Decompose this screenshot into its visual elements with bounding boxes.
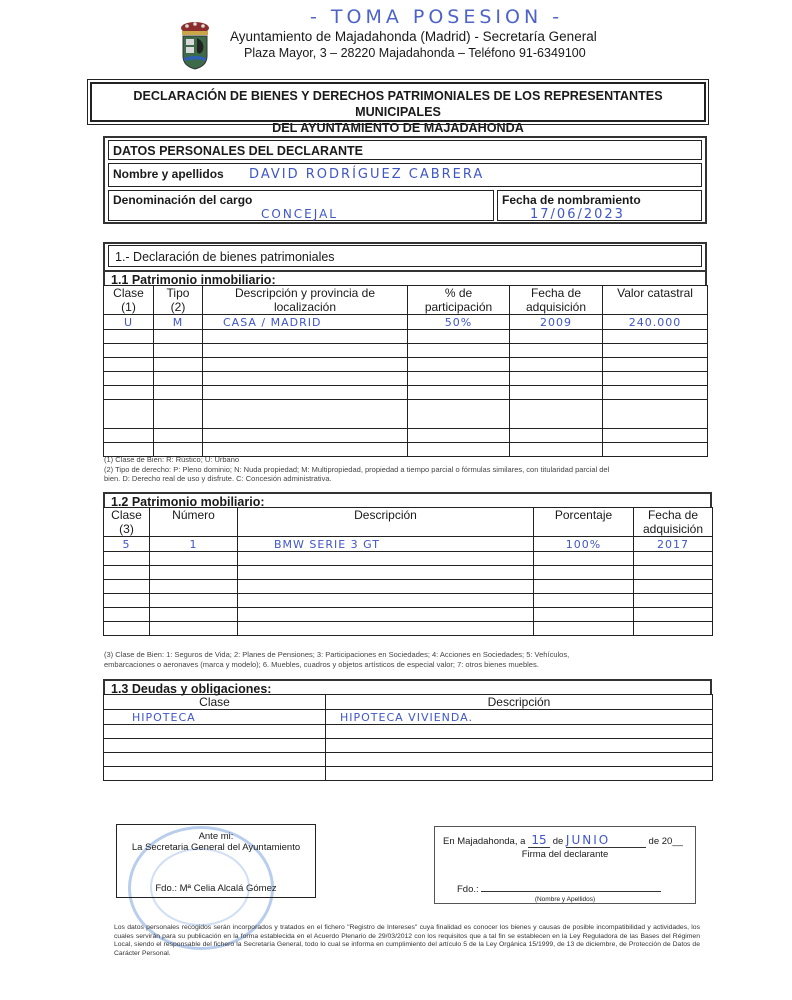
cell[interactable] — [408, 386, 510, 400]
col-fecha-adquisicion: Fecha de adquisición — [510, 286, 603, 315]
cell[interactable]: U — [104, 315, 154, 330]
col-participacion: % de participación — [408, 286, 510, 315]
title-line-2: DEL AYUNTAMIENTO DE MAJADAHONDA — [272, 121, 524, 135]
deudas-header-row — [104, 695, 713, 710]
declarant-signature-box — [434, 826, 696, 904]
cell[interactable]: 2017 — [634, 537, 713, 552]
inmobiliario-table — [103, 285, 708, 457]
cell[interactable] — [603, 386, 708, 400]
cell[interactable] — [150, 622, 238, 636]
table-row — [104, 358, 708, 372]
cell[interactable] — [510, 344, 603, 358]
table-row — [104, 330, 708, 344]
cell[interactable] — [534, 580, 634, 594]
cell[interactable] — [603, 330, 708, 344]
cargo-value: CONCEJAL — [261, 207, 338, 221]
handwritten-note-toma-posesion: - TOMA POSESION - — [310, 6, 564, 28]
cell[interactable] — [534, 566, 634, 580]
cell[interactable] — [326, 767, 713, 781]
col-numero: Número — [150, 508, 238, 537]
cell[interactable] — [203, 330, 408, 344]
year-field[interactable]: __ — [672, 836, 683, 847]
table-row — [104, 608, 713, 622]
table-row — [104, 767, 713, 781]
section-1-heading: 1.- Declaración de bienes patrimoniales — [108, 245, 702, 267]
col-descripcion: Descripción — [238, 508, 534, 537]
cell[interactable] — [408, 429, 510, 443]
cell[interactable] — [238, 566, 534, 580]
cell[interactable] — [603, 372, 708, 386]
mobiliario-notes — [104, 650, 708, 669]
cell[interactable] — [534, 594, 634, 608]
table-row — [104, 372, 708, 386]
cell[interactable] — [104, 386, 154, 400]
cell[interactable] — [104, 552, 150, 566]
cell[interactable] — [326, 725, 713, 739]
table-row — [104, 710, 713, 725]
col-tipo: Tipo (2) — [154, 286, 203, 315]
cell[interactable] — [104, 608, 150, 622]
cell[interactable] — [238, 580, 534, 594]
cell[interactable] — [203, 344, 408, 358]
fdo-line: Fdo.: — [457, 884, 695, 895]
mobiliario-table — [103, 507, 713, 636]
table-row — [104, 580, 713, 594]
fecha-nombramiento-value: 17/06/2023 — [530, 207, 625, 222]
cell[interactable] — [408, 330, 510, 344]
inmobiliario-notes — [104, 455, 704, 484]
fecha-nombramiento-label: Fecha de nombramiento — [502, 193, 641, 207]
cell[interactable]: HIPOTECA VIVIENDA. — [326, 710, 713, 725]
cell[interactable] — [326, 739, 713, 753]
cell[interactable]: 50% — [408, 315, 510, 330]
cell[interactable] — [510, 372, 603, 386]
day-field[interactable]: 15 — [528, 833, 550, 848]
letterhead-line-1: Ayuntamiento de Majadahonda (Madrid) - Secretaría General — [230, 29, 597, 44]
document-title — [90, 82, 706, 135]
name-label: Nombre y apellidos — [113, 167, 224, 181]
cell[interactable] — [534, 552, 634, 566]
fecha-nombramiento-field[interactable] — [497, 190, 702, 221]
title-line-1: DECLARACIÓN DE BIENES Y DERECHOS PATRIMONIALES DE LOS REPRESENTANTES MUNICIPALES — [133, 89, 663, 119]
table-row — [104, 552, 713, 566]
cell[interactable] — [104, 400, 154, 429]
cell[interactable] — [203, 372, 408, 386]
ante-mi-label: Ante mi: — [198, 831, 234, 842]
cell[interactable] — [238, 552, 534, 566]
cell[interactable]: HIPOTECA — [104, 710, 326, 725]
cell[interactable] — [634, 566, 713, 580]
note-2: (2) Tipo de derecho: P: Pleno dominio; N: Nuda propiedad; M: Multipropiedad, propiedad a tiempo parcial o fórmulas similares, con titularidad parcial del — [104, 464, 610, 474]
cell[interactable] — [203, 429, 408, 443]
cargo-label: Denominación del cargo — [113, 193, 253, 207]
cell[interactable]: 240.000 — [603, 315, 708, 330]
table-row — [104, 725, 713, 739]
firma-label: Firma del declarante — [521, 849, 609, 860]
cell[interactable] — [408, 372, 510, 386]
cell[interactable] — [150, 594, 238, 608]
cell[interactable] — [603, 358, 708, 372]
table-row — [104, 566, 713, 580]
note-2-cont: bien. D: Derecho real de uso y disfrute. C: Concesión administrativa. — [104, 474, 332, 483]
mobiliario-heading: 1.2 Patrimonio mobiliario: — [103, 492, 712, 508]
cell[interactable] — [238, 622, 534, 636]
cell[interactable] — [408, 344, 510, 358]
col-clase: Clase (3) — [104, 508, 150, 537]
col-clase: Clase — [104, 695, 326, 710]
cell[interactable] — [150, 552, 238, 566]
cell[interactable] — [238, 608, 534, 622]
month-field[interactable]: JUNIO — [566, 833, 646, 848]
cell[interactable] — [634, 594, 713, 608]
cell[interactable] — [510, 429, 603, 443]
cell[interactable] — [634, 580, 713, 594]
secretary-title: La Secretaria General del Ayuntamiento — [131, 842, 301, 853]
table-row — [104, 594, 713, 608]
cell[interactable] — [104, 330, 154, 344]
cell[interactable] — [203, 400, 408, 429]
inmobiliario-header-row — [104, 286, 708, 315]
personal-data-heading: DATOS PERSONALES DEL DECLARANTE — [108, 140, 702, 160]
cell[interactable] — [154, 429, 203, 443]
data-protection-notice: Los datos personales recogidos serán incorporados y tratados en el fichero "Registro de Intereses" cuya finalidad es conocer los bienes y causas de posible incompatibilidad y actividades, los cuales servirán para su publicación en la forma establecida en el Acuerdo Plenario de 29/03/2012 con los requisitos que a tal fin se establecen en la Ley Reguladora de las Bases del Régimen Local, siendo el responsable del fichero la Secretaría General, todo lo cual se informa en cumplimiento del artículo 5 de la Ley Orgánica 15/1999, de 13 de diciembre, de Protección de Datos de Carácter Personal. — [114, 924, 700, 957]
cell[interactable] — [104, 566, 150, 580]
cell[interactable] — [238, 594, 534, 608]
cell[interactable]: 2009 — [510, 315, 603, 330]
cell[interactable] — [634, 622, 713, 636]
table-row — [104, 429, 708, 443]
table-row — [104, 386, 708, 400]
secretary-name: Fdo.: Mª Celia Alcalá Gómez — [155, 883, 277, 894]
cell[interactable] — [154, 386, 203, 400]
cell[interactable] — [326, 753, 713, 767]
nombre-apellidos-label: (Nombre y Apellidos) — [534, 896, 596, 903]
cell[interactable] — [104, 725, 326, 739]
coat-of-arms-icon — [178, 20, 212, 70]
cell[interactable] — [634, 608, 713, 622]
table-row — [104, 622, 713, 636]
cell[interactable]: 5 — [104, 537, 150, 552]
table-row — [104, 753, 713, 767]
cargo-field[interactable] — [108, 190, 494, 221]
cell[interactable] — [104, 429, 154, 443]
signature-field[interactable] — [481, 891, 661, 892]
col-clase: Clase (1) — [104, 286, 154, 315]
cell[interactable] — [154, 344, 203, 358]
cell[interactable] — [203, 386, 408, 400]
cell[interactable] — [150, 566, 238, 580]
cell[interactable] — [154, 400, 203, 429]
cell[interactable] — [154, 358, 203, 372]
cell[interactable] — [104, 358, 154, 372]
cell[interactable] — [510, 330, 603, 344]
place-date-line: En Majadahonda, a 15 de JUNIO de 20__ — [443, 833, 683, 847]
inmobiliario-heading: 1.1 Patrimonio inmobiliario: — [103, 270, 707, 286]
col-porcentaje: Porcentaje — [534, 508, 634, 537]
cell[interactable] — [104, 753, 326, 767]
cell[interactable] — [510, 386, 603, 400]
col-fecha-adquisicion: Fecha de adquisición — [634, 508, 713, 537]
deudas-heading: 1.3 Deudas y obligaciones: — [103, 679, 712, 695]
cell[interactable] — [203, 358, 408, 372]
cell[interactable] — [534, 622, 634, 636]
table-row — [104, 315, 708, 330]
cell[interactable] — [154, 330, 203, 344]
cell[interactable] — [104, 622, 150, 636]
cell[interactable] — [104, 594, 150, 608]
cell[interactable] — [150, 608, 238, 622]
cell[interactable] — [634, 552, 713, 566]
cell[interactable]: 1 — [150, 537, 238, 552]
table-row — [104, 400, 708, 429]
cell[interactable] — [408, 358, 510, 372]
table-row — [104, 537, 713, 552]
col-valor-catastral: Valor catastral — [603, 286, 708, 315]
mobiliario-header-row — [104, 508, 713, 537]
secretary-signature-box — [116, 824, 316, 898]
cell[interactable] — [104, 580, 150, 594]
cell[interactable]: M — [154, 315, 203, 330]
table-row — [104, 344, 708, 358]
cell[interactable] — [154, 372, 203, 386]
table-row — [104, 739, 713, 753]
cell[interactable] — [534, 608, 634, 622]
name-value: DAVID RODRÍGUEZ CABRERA — [249, 167, 485, 182]
cell[interactable] — [408, 400, 510, 429]
cell[interactable] — [104, 739, 326, 753]
cell[interactable]: BMW SERIE 3 GT — [238, 537, 534, 552]
name-field[interactable] — [108, 163, 702, 187]
cell[interactable]: CASA / MADRID — [203, 315, 408, 330]
cell[interactable] — [150, 580, 238, 594]
note-3: (3) Clase de Bien: 1: Seguros de Vida; 2: Planes de Pensiones; 3: Participaciones en Sociedades; 4: Acciones en Sociedades; 5: Vehículos, — [104, 650, 570, 659]
cell[interactable] — [510, 400, 603, 429]
cell[interactable] — [603, 429, 708, 443]
cell[interactable] — [510, 358, 603, 372]
col-descripcion: Descripción y provincia de localización — [203, 286, 408, 315]
cell[interactable] — [104, 767, 326, 781]
col-descripcion: Descripción — [326, 695, 713, 710]
cell[interactable] — [603, 400, 708, 429]
cell[interactable] — [603, 344, 708, 358]
deudas-table — [103, 694, 713, 781]
note-3-cont: embarcaciones o aeronaves (marca y modelo); 6. Muebles, cuadros y objetos artísticos de especial valor; 7: otros bienes muebles. — [104, 659, 539, 669]
letterhead-line-2: Plaza Mayor, 3 – 28220 Majadahonda – Teléfono 91-6349100 — [244, 46, 586, 60]
cell[interactable] — [104, 372, 154, 386]
cell[interactable]: 100% — [534, 537, 634, 552]
cell[interactable] — [104, 344, 154, 358]
note-1: (1) Clase de Bien: R: Rústico; U: Urbano — [104, 455, 240, 464]
